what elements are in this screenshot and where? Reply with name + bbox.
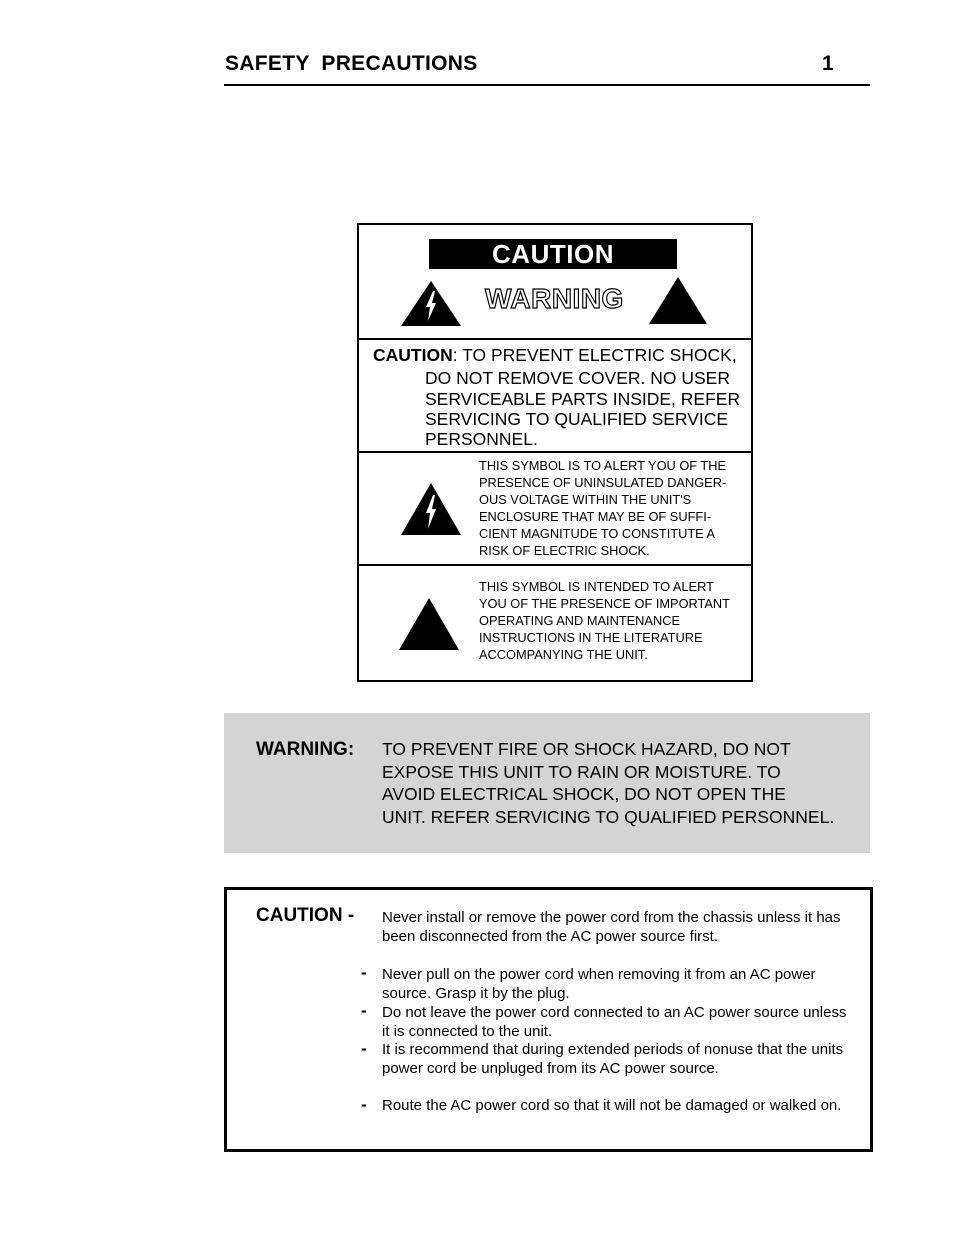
caution-bullet-dash: - — [361, 1001, 367, 1020]
exclaim-text-line: INSTRUCTIONS IN THE LITERATURE — [479, 630, 703, 645]
warning-heading: WARNING — [485, 283, 624, 314]
caution-banner: CAUTION — [429, 239, 677, 269]
caution-item: Route the AC power cord so that it will not be damaged or walked on. — [382, 1097, 842, 1114]
caution-line-5: PERSONNEL. — [425, 429, 538, 449]
exclamation-symbol-text — [479, 578, 730, 663]
label-header-section — [359, 225, 751, 340]
lightning-symbol-text — [479, 457, 726, 559]
exclaim-text-line: THIS SYMBOL IS INTENDED TO ALERT — [479, 579, 714, 594]
caution-item: Never install or remove the power cord from the chassis unless it has been disconnected from the AC power source first. — [382, 909, 841, 945]
caution-item: Never pull on the power cord when removing it from an AC power source. Grasp it by the plug. — [382, 966, 816, 1002]
lightning-warning-icon — [401, 281, 461, 326]
lightning-text-line: THIS SYMBOL IS TO ALERT YOU OF THE — [479, 458, 727, 473]
caution-bullet-dash: - — [361, 1039, 367, 1058]
warning-label: WARNING: — [256, 739, 355, 760]
caution-line-3: SERVICEABLE PARTS INSIDE, REFER — [425, 389, 741, 409]
caution-bullet-dash: - — [361, 963, 367, 982]
caution-label: CAUTION - — [256, 905, 355, 926]
warning-line: EXPOSE THIS UNIT TO RAIN OR MOISTURE. TO — [382, 761, 781, 782]
lightning-text-line: RISK OF ELECTRIC SHOCK. — [479, 543, 650, 558]
page-number: 1 — [822, 52, 834, 75]
exclaim-text-line: YOU OF THE PRESENCE OF IMPORTANT — [479, 596, 730, 611]
caution-panel — [224, 887, 873, 1152]
label-exclamation-section — [359, 566, 751, 680]
lightning-text-line: CIENT MAGNITUDE TO CONSTITUTE A — [479, 526, 716, 541]
caution-line-4: SERVICING TO QUALIFIED SERVICE — [425, 409, 729, 429]
exclaim-text-line: ACCOMPANYING THE UNIT. — [479, 647, 648, 662]
warning-line: UNIT. REFER SERVICING TO QUALIFIED PERSONNEL. — [382, 806, 835, 827]
caution-item: It is recommend that during extended periods of nonuse that the units power cord be unpluged from its AC power source. — [382, 1041, 844, 1077]
caution-lead: CAUTION — [373, 345, 453, 365]
exclamation-symbol-icon — [399, 598, 459, 650]
warning-line: TO PREVENT FIRE OR SHOCK HAZARD, DO NOT — [382, 739, 791, 759]
warning-panel — [224, 713, 870, 853]
lightning-text-line: ENCLOSURE THAT MAY BE OF SUFFI- — [479, 509, 712, 524]
lightning-text-line: OUS VOLTAGE WITHIN THE UNIT'S — [479, 492, 692, 507]
caution-line-text: : TO PREVENT ELECTRIC SHOCK, — [452, 345, 737, 365]
label-caution-section — [359, 340, 751, 453]
caution-bullet-dash: - — [361, 1095, 367, 1114]
caution-line-2: DO NOT REMOVE COVER. NO USER — [425, 368, 730, 388]
lightning-symbol-icon — [401, 483, 461, 535]
caution-label-box — [357, 223, 753, 682]
exclamation-warning-icon — [649, 277, 707, 324]
caution-line-1 — [373, 345, 737, 366]
lightning-text-line: PRESENCE OF UNINSULATED DANGER- — [479, 475, 727, 490]
page-title: SAFETY PRECAUTIONS — [225, 52, 478, 75]
caution-item: Do not leave the power cord connected to an AC power source unless it is connected to the unit. — [382, 1004, 847, 1040]
warning-line: AVOID ELECTRICAL SHOCK, DO NOT OPEN THE — [382, 784, 786, 804]
warning-text — [382, 738, 834, 828]
header-rule — [224, 84, 870, 86]
label-lightning-section — [359, 453, 751, 566]
exclaim-text-line: OPERATING AND MAINTENANCE — [479, 613, 680, 628]
